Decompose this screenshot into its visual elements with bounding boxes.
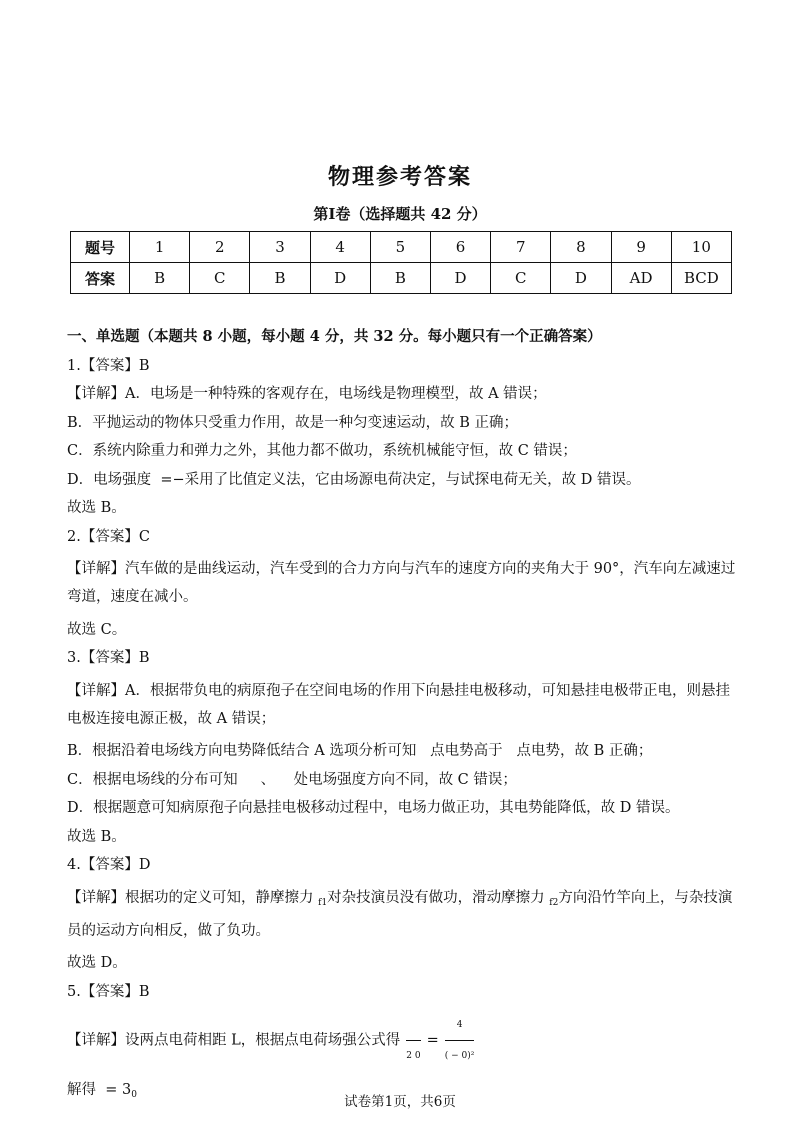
q4-conclusion: 故选 D。 xyxy=(67,955,127,971)
table-cell-number: 2 xyxy=(190,232,250,263)
table-cell-number: 7 xyxy=(491,232,551,263)
result-label: 解得 xyxy=(67,1081,96,1098)
answer-table xyxy=(70,231,732,294)
table-cell-answer: B xyxy=(130,263,190,294)
q3-detail-line: B．根据沿着电场线方向电势降低结合 A 选项分析可知 点电势高于 点电势，故 B 正确； xyxy=(67,743,653,759)
result-subscript: 0 xyxy=(131,1089,137,1100)
q3-conclusion: 故选 B。 xyxy=(67,828,126,845)
q4-detail xyxy=(67,884,737,945)
q1-detail-line xyxy=(67,384,737,404)
table-cell-answer: B xyxy=(250,263,310,294)
section-heading: 一、单选题（本题共 8 小题，每小题 4 分，共 32 分。每小题只有一个正确答案） xyxy=(67,328,602,345)
answer-row xyxy=(71,263,732,294)
table-cell-number: 1 xyxy=(130,232,190,263)
detail-label: 【详解】 xyxy=(67,1032,125,1049)
q1-answer: 1.【答案】B xyxy=(67,357,150,374)
table-cell-answer: D xyxy=(430,263,490,294)
row-header-answer: 答案 xyxy=(71,263,130,294)
q5-detail-text: 设两点电荷相距 L，根据点电荷场强公式得 xyxy=(125,1032,401,1049)
table-cell-number: 4 xyxy=(310,232,370,263)
q1-conclusion: 故选 B。 xyxy=(67,500,126,516)
answer-body xyxy=(67,327,737,1113)
formula-denominator xyxy=(406,1041,420,1071)
table-cell-answer: D xyxy=(310,263,370,294)
row-header-number: 题号 xyxy=(71,232,130,263)
q2-detail xyxy=(67,555,737,611)
formula-numerator: 4 xyxy=(445,1010,475,1041)
page-title: 物理参考答案 xyxy=(327,164,472,190)
detail-label: 【详解】 xyxy=(67,561,125,577)
q2-answer: 2.【答案】C xyxy=(67,528,150,545)
formula-denominator-part: 2 xyxy=(406,1051,412,1061)
result-value: = 3 xyxy=(105,1081,132,1098)
detail-label: 【详解】 xyxy=(67,889,125,906)
q1-detail-line: C．系统内除重力和弹力之外，其他力都不做功，系统机械能守恒，故 C 错误； xyxy=(67,443,577,459)
q1-detail-line: D．电场强度 =−采用了比值定义法，它由场源电荷决定，与试探电荷无关，故 D 错误。 xyxy=(67,471,641,488)
q3-detail-line: C．根据电场线的分布可知 、 处电场强度方向不同，故 C 错误； xyxy=(67,771,517,788)
table-cell-answer: AD xyxy=(611,263,671,294)
subscript-f1: f1 xyxy=(318,897,328,908)
q4-answer: 4.【答案】D xyxy=(67,857,151,873)
q3-answer: 3.【答案】B xyxy=(67,650,150,666)
q4-text: 根据功的定义可知，静摩擦力 xyxy=(125,889,319,906)
formula-fraction-left xyxy=(406,1010,420,1071)
formula-equals: = xyxy=(426,1032,439,1049)
table-cell-answer: BCD xyxy=(671,263,731,294)
detail-label: 【详解】 xyxy=(67,386,125,402)
formula-fraction-right xyxy=(445,1010,475,1071)
table-cell-answer: D xyxy=(551,263,611,294)
q3-detail-line: D．根据题意可知病原孢子向悬挂电极移动过程中，电场力做正功，其电势能降低，故 D 错误。 xyxy=(67,800,680,816)
table-cell-number: 10 xyxy=(671,232,731,263)
table-cell-number: 9 xyxy=(611,232,671,263)
table-cell-number: 3 xyxy=(250,232,310,263)
q5-answer: 5.【答案】B xyxy=(67,983,150,1000)
table-cell-answer: C xyxy=(491,263,551,294)
detail-label: 【详解】 xyxy=(67,682,125,699)
question-number-row xyxy=(71,232,732,263)
q1-detail-text: A．电场是一种特殊的客观存在，电场线是物理模型，故 A 错误； xyxy=(125,386,547,402)
table-cell-number: 6 xyxy=(430,232,490,263)
q1-detail-line: B．平抛运动的物体只受重力作用，故是一种匀变速运动，故 B 正确； xyxy=(67,414,519,431)
section-subtitle: 第Ⅰ卷（选择题共 42 分） xyxy=(313,205,487,223)
q3-detail-text: A．根据带负电的病原孢子在空间电场的作用下向悬挂电极移动，可知悬挂电极带正电，则悬挂电极连接电源正极，故 A 错误； xyxy=(67,682,730,727)
q4-text: 方向沿竹竿向上，与杂技演员的运动方向相反，做了负功。 xyxy=(67,889,733,939)
subscript-f2: f2 xyxy=(549,897,559,908)
q2-detail-text: 汽车做的是曲线运动，汽车受到的合力方向与汽车的速度方向的夹角大于 90°，汽车向左减速过弯道，速度在减小。 xyxy=(67,561,736,605)
q3-detail xyxy=(67,677,737,733)
q2-conclusion: 故选 C。 xyxy=(67,621,127,638)
formula-denominator: ( − 0)² xyxy=(444,1051,475,1061)
formula-numerator xyxy=(406,1010,420,1041)
q4-text: 对杂技演员没有做功，滑动摩擦力 xyxy=(327,889,550,906)
q5-detail xyxy=(67,1010,737,1071)
table-cell-answer: C xyxy=(190,263,250,294)
table-cell-answer: B xyxy=(370,263,430,294)
table-cell-number: 8 xyxy=(551,232,611,263)
page-footer: 试卷第1页，共6页 xyxy=(344,1094,456,1110)
formula-denominator-part: 0 xyxy=(414,1051,421,1061)
table-cell-number: 5 xyxy=(370,232,430,263)
